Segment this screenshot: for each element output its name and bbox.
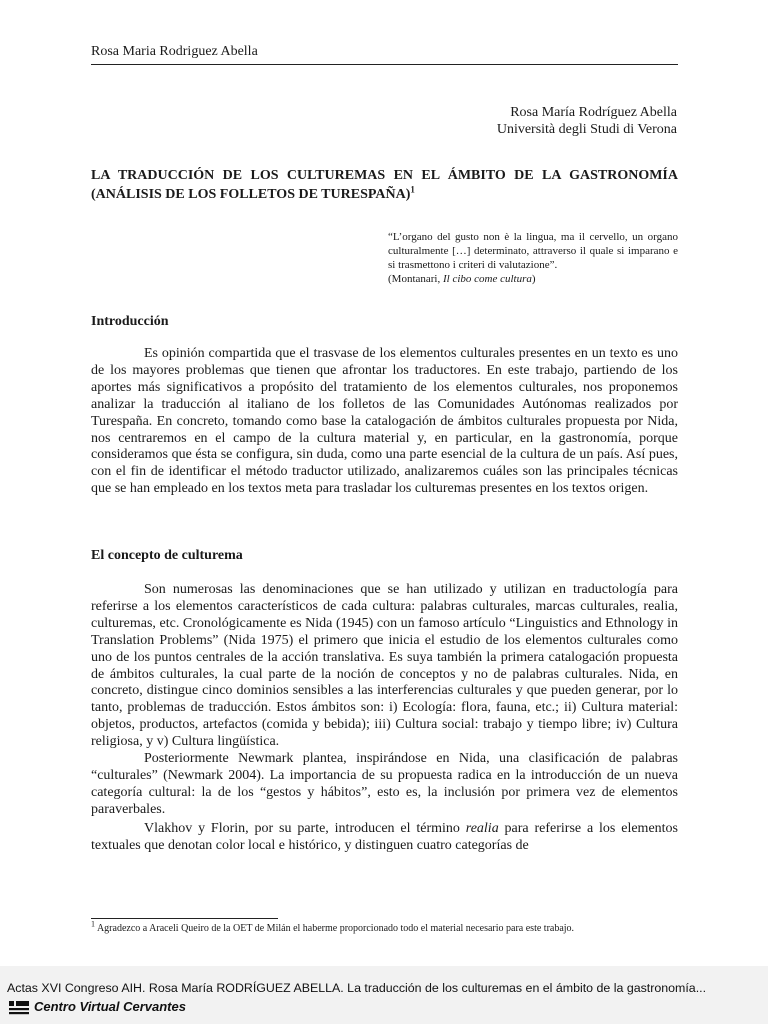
intro-paragraph: Es opinión compartida que el trasvase de los elementos culturales presentes en un texto es uno de los mayores problemas que tienen que afrontar los traductores. En este trabajo, partiendo de los aportes más significativos a propósito del tratamiento de los elementos culturales, nos proponemos analizar la traducción al italiano de los folletos de las Comunidades Autónomas realizados por Turespaña. En concreto, tomando como base la catalogación de ámbitos culturales propuesta por Nida, nos centraremos en el campo de la cultura material y, en particular, en la gastronomía, porque consideramos que ésta se configura, sin duda, como una parte esencial de la cultura de un país. Así pues, con el fin de identificar el método traductor utilizado, analizaremos cuáles son las principales técnicas que se han empleado en los textos meta para trasladar los culturemas presentes en los textos origen. bbox=[91, 346, 678, 497]
concept-paragraph-3 bbox=[91, 821, 678, 855]
concept-paragraph-2: Posteriormente Newmark plantea, inspirándose en Nida, una clasificación de palabras “culturales” (Newmark 2004). La importancia de su propuesta radica en la introducción de un nueva categoría cultural: la de los “gestos y hábitos”, esto es, la inclusión por primera vez de elementos paraverbales. bbox=[91, 751, 678, 817]
cvc-logo-icon bbox=[8, 1000, 30, 1016]
epigraph-source-title: Il cibo come cultura bbox=[442, 273, 532, 285]
section-heading-culturema: El concepto de culturema bbox=[91, 548, 243, 563]
footnote-divider bbox=[91, 918, 278, 919]
concept-p3-end: para referirse a los elementos textuales que denotan color local e histórico, y distinguen cuatro categorías de bbox=[91, 820, 678, 853]
author-block bbox=[497, 104, 677, 138]
author-name: Rosa María Rodríguez Abella bbox=[510, 105, 677, 120]
author-affiliation: Università degli Studi di Verona bbox=[496, 122, 677, 137]
concept-p3-term: realia bbox=[465, 820, 499, 836]
viewer-footer-bar bbox=[0, 966, 768, 1024]
concept-p3-start: Vlakhov y Florin, por su parte, introducen el término bbox=[144, 820, 466, 836]
footnote bbox=[91, 919, 678, 935]
paper-title bbox=[91, 166, 678, 204]
document-caption[interactable]: Actas XVI Congreso AIH. Rosa María RODRÍGUEZ ABELLA. La traducción de los culturemas en el ámbito de la gastronomía... bbox=[7, 981, 707, 995]
cvc-brand-name[interactable]: Centro Virtual Cervantes bbox=[34, 999, 186, 1014]
footnote-marker: 1 bbox=[91, 919, 95, 929]
concept-paragraph-1: Son numerosas las denominaciones que se han utilizado y utilizan en traductología para referirse a los elementos característicos de cada cultura: palabras culturales, marcas culturales, realia, culturemas, etc. Cronológicamente es Nida (1945) con un famoso artículo “Linguistics and Ethnology in Translation Problems” (Nida 1975) el primero que inicia el estudio de los elementos culturales como uno de los puntos centrales de la acción translativa. Es suya también la primera catalogación propuesta de ámbitos culturales, la cual parte de la noción de conceptos y no de palabras culturales. Nida, en concreto, distingue cinco dominios sensibles a las interferencias culturales y que pueden generar, por lo tanto, problemas de traducción. Estos ámbitos son: i) Ecología: flora, fauna, etc.; ii) Cultura material: objetos, productos, artefactos (comida y bebida); iii) Cultura social: trabajo y tiempo libre; iv) Cultura religiosa, y v) Cultura lingüística. bbox=[91, 582, 678, 750]
running-header: Rosa Maria Rodriguez Abella bbox=[91, 44, 678, 65]
intro-text bbox=[91, 346, 678, 498]
epigraph-source bbox=[388, 272, 678, 286]
epigraph-source-suffix: ) bbox=[531, 273, 536, 285]
epigraph-quote: “L’organo del gusto non è la lingua, ma il cervello, un organo culturalmente […] determinato, attraverso il quale si imparano e si trasmettono i criteri di valutazione”. bbox=[388, 231, 678, 271]
footnote-text: Agradezco a Araceli Queiro de la OET de Milán el haberme proporcionado todo el material necesario para este trabajo. bbox=[95, 923, 575, 934]
epigraph bbox=[388, 230, 678, 286]
title-footnote-marker[interactable]: 1 bbox=[410, 184, 415, 195]
epigraph-source-prefix: (Montanari, bbox=[388, 273, 443, 285]
concept-text bbox=[91, 582, 678, 855]
paper-title-text: LA TRADUCCIÓN DE LOS CULTUREMAS EN EL ÁMBITO DE LA GASTRONOMÍA (ANÁLISIS DE LOS FOLLETOS DE TURESPAÑA) bbox=[91, 168, 678, 202]
section-heading-introduccion: Introducción bbox=[91, 314, 169, 329]
